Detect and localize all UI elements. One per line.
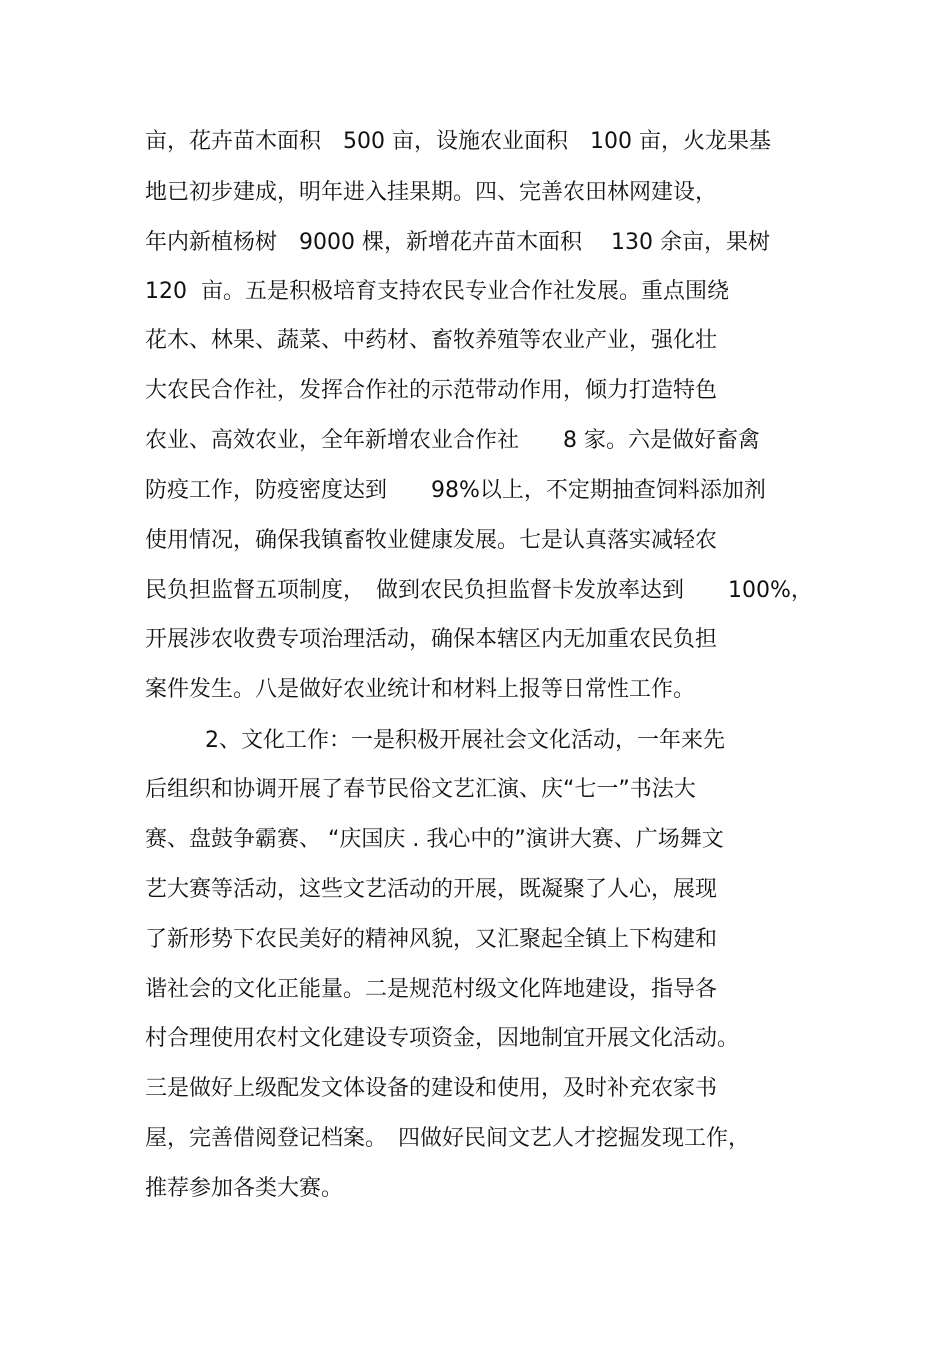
text-line: 年内新植杨树 9000 棵，新增花卉苗木面积 130 余亩，果树: [145, 230, 770, 255]
text-line: 后组织和协调开展了春节民俗文艺汇演、庆“七一”书法大: [145, 777, 696, 802]
text-line: 案件发生。八是做好农业统计和材料上报等日常性工作。: [145, 677, 696, 702]
text-line: 屋，完善借阅登记档案。 四做好民间文艺人才挖掘发现工作，: [145, 1126, 751, 1151]
text-line: 120 亩。五是积极培育支持农民专业合作社发展。重点围绕: [145, 279, 729, 304]
text-line: 三是做好上级配发文体设备的建设和使用，及时补充农家书: [145, 1076, 718, 1101]
text-line: 了新形势下农民美好的精神风貌，又汇聚起全镇上下构建和: [145, 927, 718, 952]
text-line: 大农民合作社，发挥合作社的示范带动作用，倾力打造特色: [145, 378, 718, 403]
text-line: 农业、高效农业，全年新增农业合作社 8 家。六是做好畜禽: [145, 428, 760, 453]
text-line: 村合理使用农村文化建设专项资金，因地制宜开展文化活动。: [145, 1026, 740, 1051]
text-line: 谐社会的文化正能量。二是规范村级文化阵地建设，指导各: [145, 977, 718, 1002]
text-line: 亩，花卉苗木面积 500 亩，设施农业面积 100 亩，火龙果基: [145, 129, 771, 154]
text-line: 花木、林果、蔬菜、中药材、畜牧养殖等农业产业，强化壮: [145, 328, 718, 353]
text-line: 民负担监督五项制度， 做到农民负担监督卡发放率达到 100%，: [145, 578, 813, 603]
text-line: 艺大赛等活动，这些文艺活动的开展，既凝聚了人心，展现: [145, 877, 718, 902]
text-line: 防疫工作，防疫密度达到 98%以上，不定期抽查饲料添加剂: [145, 478, 766, 503]
text-line: 推荐参加各类大赛。: [145, 1176, 344, 1201]
text-line: 使用情况，确保我镇畜牧业健康发展。七是认真落实减轻农: [145, 528, 718, 553]
text-line: 赛、盘鼓争霸赛、 “庆国庆 . 我心中的”演讲大赛、广场舞文: [145, 827, 724, 852]
text-line: 地已初步建成，明年进入挂果期。四、完善农田林网建设，: [145, 180, 718, 205]
paragraph-first-line: 2、文化工作：一是积极开展社会文化活动，一年来先: [205, 728, 725, 753]
text-line: 开展涉农收费专项治理活动，确保本辖区内无加重农民负担: [145, 627, 718, 652]
